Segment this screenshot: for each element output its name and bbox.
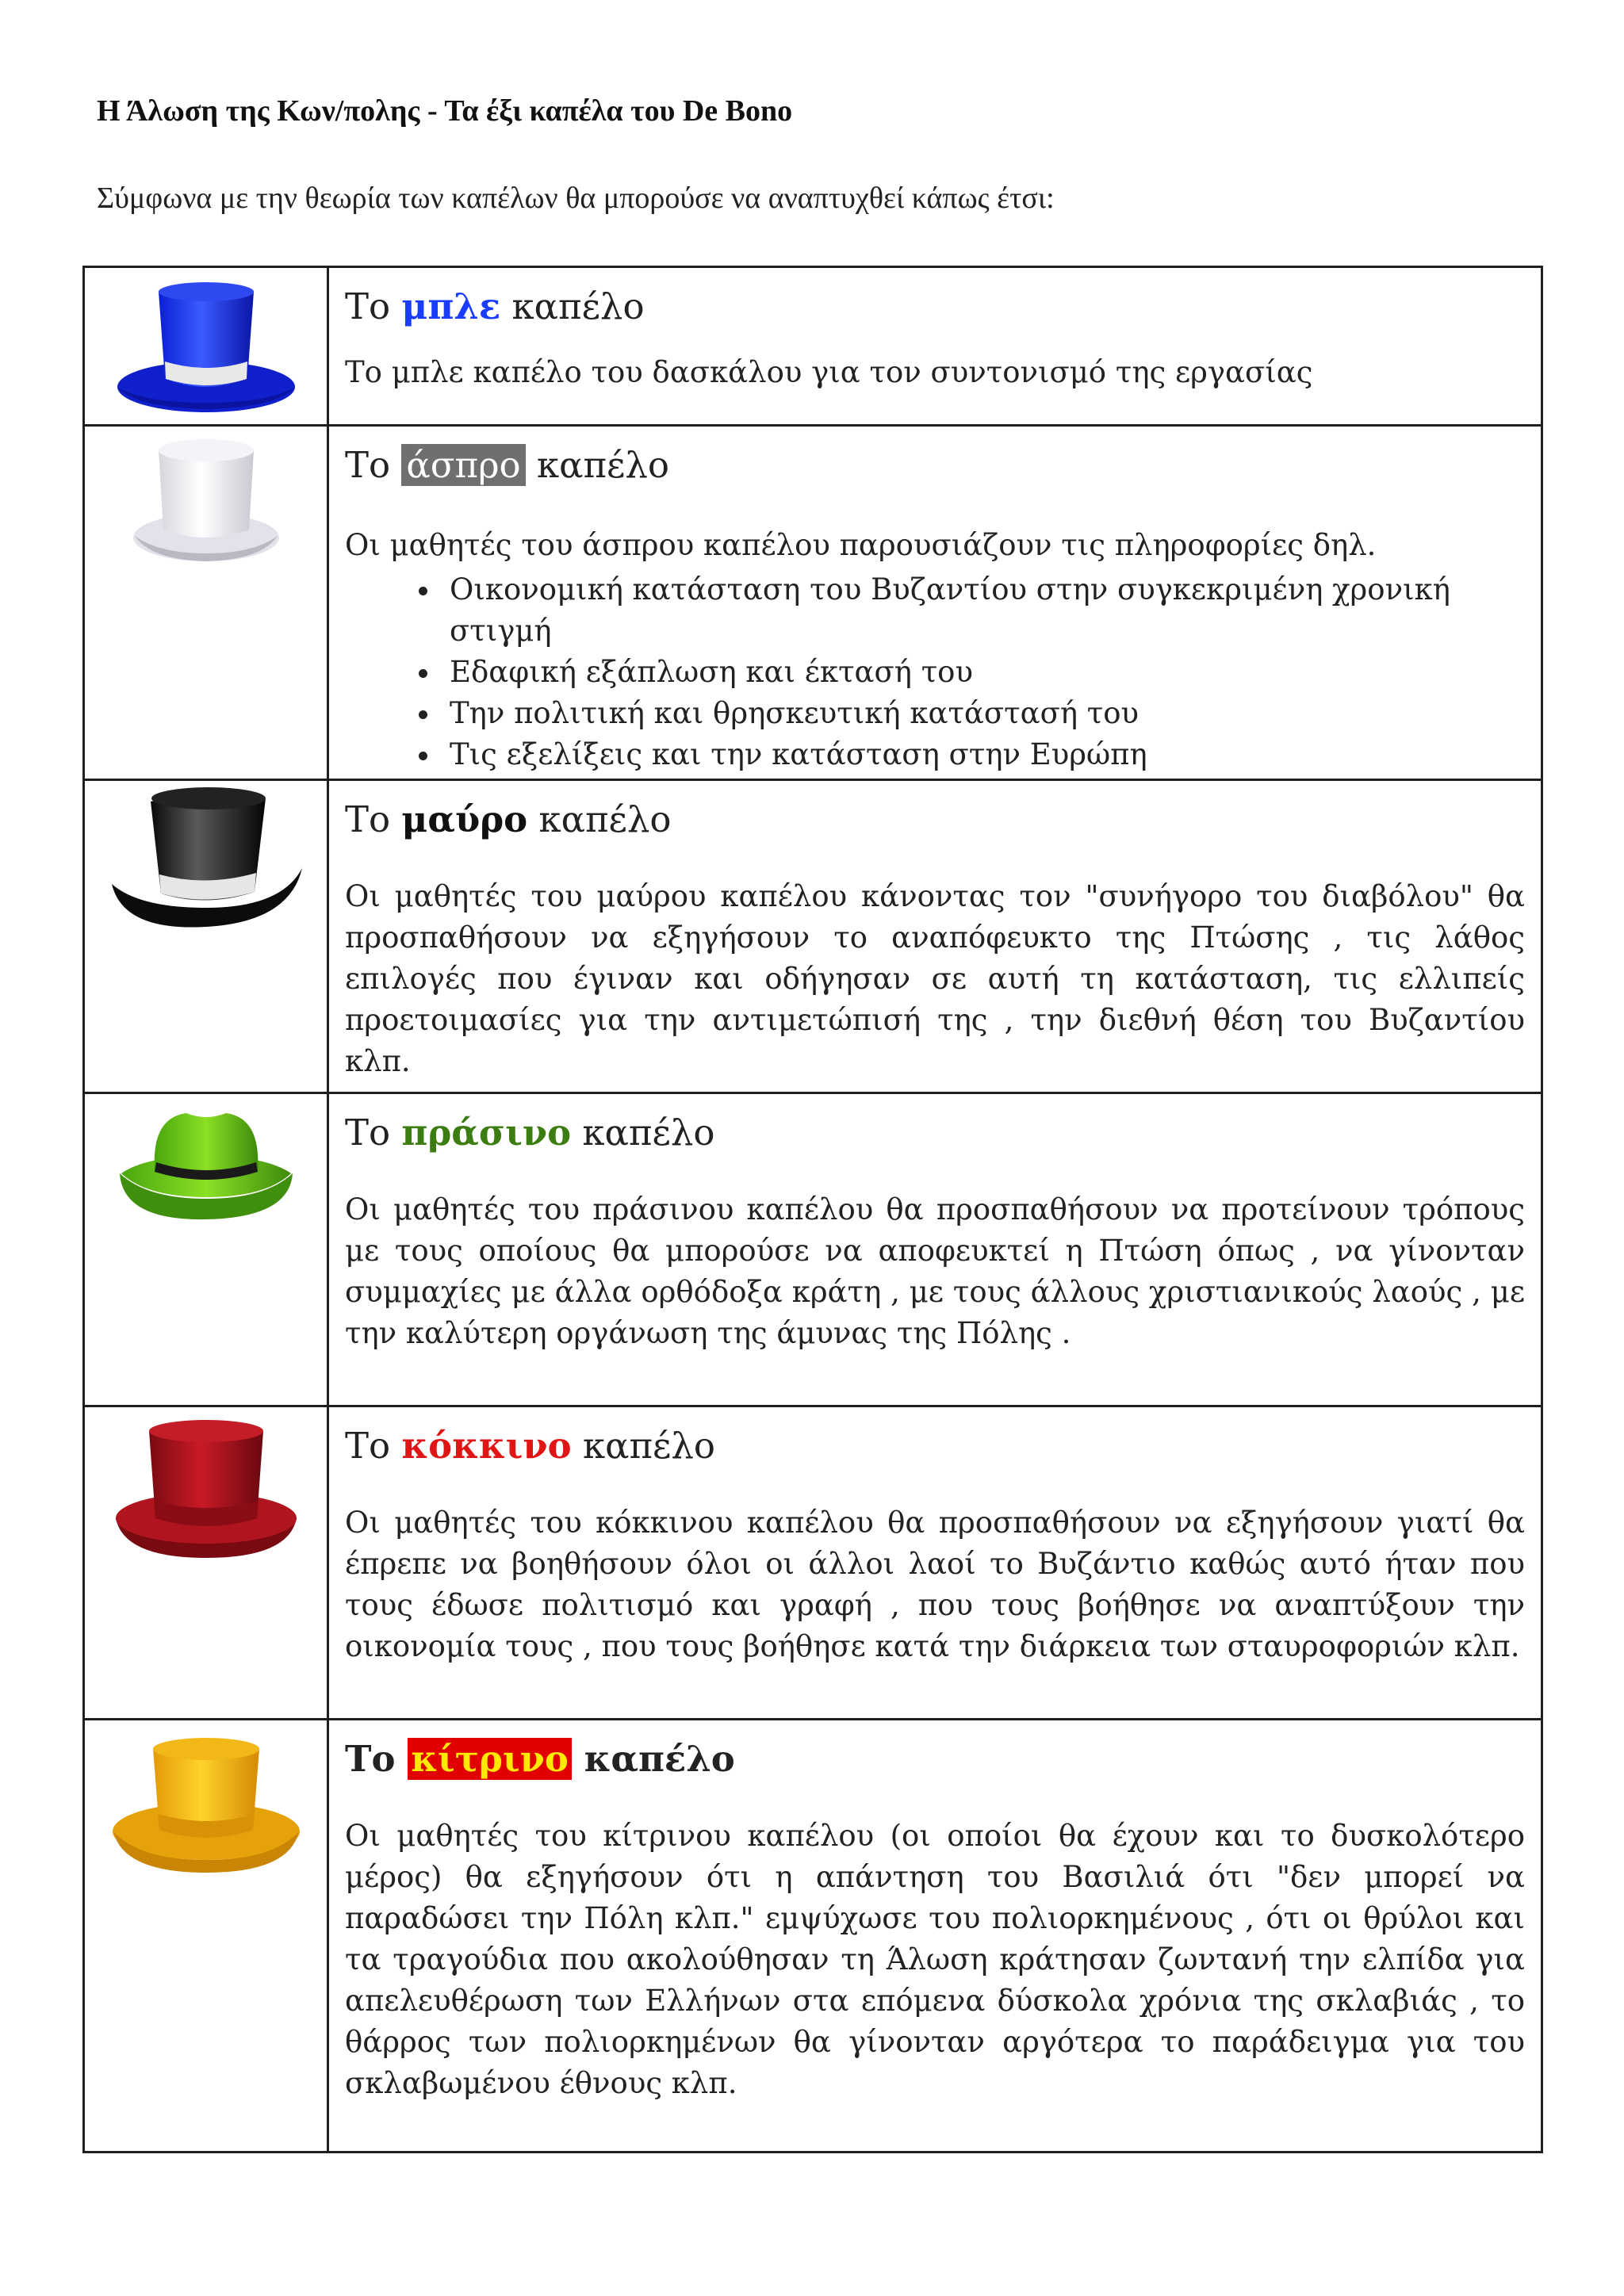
hat-text-cell xyxy=(328,426,1542,780)
black-top-hat-icon xyxy=(107,781,305,939)
list-item: • Οικονομική κατάσταση του Βυζαντίου στην συγκεκριμένη χρονική στιγμή xyxy=(442,569,1525,652)
hat-text-cell xyxy=(328,267,1542,426)
hat-image-cell xyxy=(84,267,328,426)
hat-image-cell xyxy=(84,1406,328,1720)
color-word-yellow: κίτρινο xyxy=(408,1738,572,1780)
hat-description: Οι μαθητές του μαύρου καπέλου κάνοντας τον "συνήγορο του διαβόλου" θα προσπαθήσουν να εξηγήσουν το αναπόφευκτο της Πτώσης , τις λάθος επιλογές που έγιναν και οδήγησαν σε αυτή τη κατάσταση, τις ελλιπείς προετοιμασίες για την αντιμετώπισή της , την διεθνή θέση του Βυζαντίου κλπ. xyxy=(345,879,1525,1078)
bullet-list xyxy=(345,569,1525,775)
table-row-red xyxy=(84,1406,1542,1720)
hat-description: Οι μαθητές του πράσινου καπέλου θα προσπαθήσουν να προτείνουν τρόπους με τους οποίους θα μπορούσε να αποφευκτεί η Πτώση όπως , να γίνονταν συμμαχίες με άλλα ορθόδοξα κράτη , με τους άλλους χριστιανικούς λαούς , με την καλύτερη οργάνωση της άμυνας της Πόλης . xyxy=(345,1192,1525,1350)
hat-image-cell xyxy=(84,1093,328,1406)
table-row-white xyxy=(84,426,1542,780)
table-row-green xyxy=(84,1093,1542,1406)
hat-title: Το κίτρινο καπέλο xyxy=(345,1738,735,1780)
list-item: • Τις εξελίξεις και την κατάσταση στην Ευρώπη xyxy=(442,734,1525,775)
hat-description: Οι μαθητές του κόκκινου καπέλου θα προσπαθήσουν να εξηγήσουν γιατί θα έπρεπε να βοηθήσουν όλοι οι άλλοι λαοί το Βυζάντιο καθώς αυτό ήταν που τους έδωσε πολιτισμό και γραφή , που τους βοήθησε να αναπτύξουν την οικονομία τους , που τους βοήθησε κατά την διάρκεια των σταυροφοριών κλπ. xyxy=(345,1506,1525,1663)
color-word-red: κόκκινο xyxy=(401,1425,572,1467)
list-item: • Εδαφική εξάπλωση και έκτασή του xyxy=(442,652,1525,693)
yellow-top-hat-icon xyxy=(107,1720,305,1879)
hat-text-cell xyxy=(328,780,1542,1093)
page-title: Η Άλωση της Κων/πολης - Τα έξι καπέλα του De Bono xyxy=(97,94,793,128)
hat-title: Το μαύρο καπέλο xyxy=(345,798,672,840)
color-word-white: άσπρο xyxy=(401,444,525,486)
hat-title: Το κόκκινο καπέλο xyxy=(345,1425,715,1467)
table-row-yellow xyxy=(84,1720,1542,2152)
color-word-blue: μπλε xyxy=(401,285,501,327)
hat-title: Το πράσινο καπέλο xyxy=(345,1112,715,1154)
hat-description: Το μπλε καπέλο του δασκάλου για τον συντονισμό της εργασίας xyxy=(345,355,1313,389)
hat-text-cell xyxy=(328,1720,1542,2152)
white-top-hat-icon xyxy=(127,427,285,569)
hat-title: Το μπλε καπέλο xyxy=(345,285,645,327)
color-word-black: μαύρο xyxy=(401,798,528,840)
hat-text-cell xyxy=(328,1406,1542,1720)
intro-text: Σύμφωνα με την θεωρία των καπέλων θα μπορούσε να αναπτυχθεί κάπως έτσι: xyxy=(97,182,1055,215)
hat-title: Το άσπρο καπέλο xyxy=(345,444,669,486)
hat-image-cell xyxy=(84,1720,328,2152)
color-word-green: πράσινο xyxy=(401,1112,572,1154)
hat-text-cell xyxy=(328,1093,1542,1406)
hats-table xyxy=(82,266,1543,2153)
blue-top-hat-icon xyxy=(111,268,301,419)
red-top-hat-icon xyxy=(111,1407,301,1566)
hat-description: Οι μαθητές του άσπρου καπέλου παρουσιάζουν τις πληροφορίες δηλ. xyxy=(345,528,1377,562)
hat-image-cell xyxy=(84,426,328,780)
list-item: • Την πολιτική και θρησκευτική κατάστασή του xyxy=(442,693,1525,734)
hat-description: Οι μαθητές του κίτρινου καπέλου (οι οποίοι θα έχουν και το δυσκολότερο μέρος) θα εξηγήσουν ότι η απάντηση του Βασιλιά ότι "δεν μπορεί να παραδώσει την Πόλη κλπ." εμψύχωσε του πολιορκημένους , ότι οι θρύλοι και τα τραγούδια που ακολούθησαν τη Άλωση κράτησαν ζωντανή την ελπίδα για απελευθέρωση των Ελλήνων στα επόμενα δύσκολα χρόνια της σκλαβιάς , το θάρρος των πολιορκημένων θα γίνονταν αργότερα το παράδειγμα για του σκλαβωμένου έθνους κλπ. xyxy=(345,1819,1525,2100)
green-fedora-hat-icon xyxy=(115,1094,297,1229)
hat-image-cell xyxy=(84,780,328,1093)
table-row-black xyxy=(84,780,1542,1093)
table-row-blue xyxy=(84,267,1542,426)
